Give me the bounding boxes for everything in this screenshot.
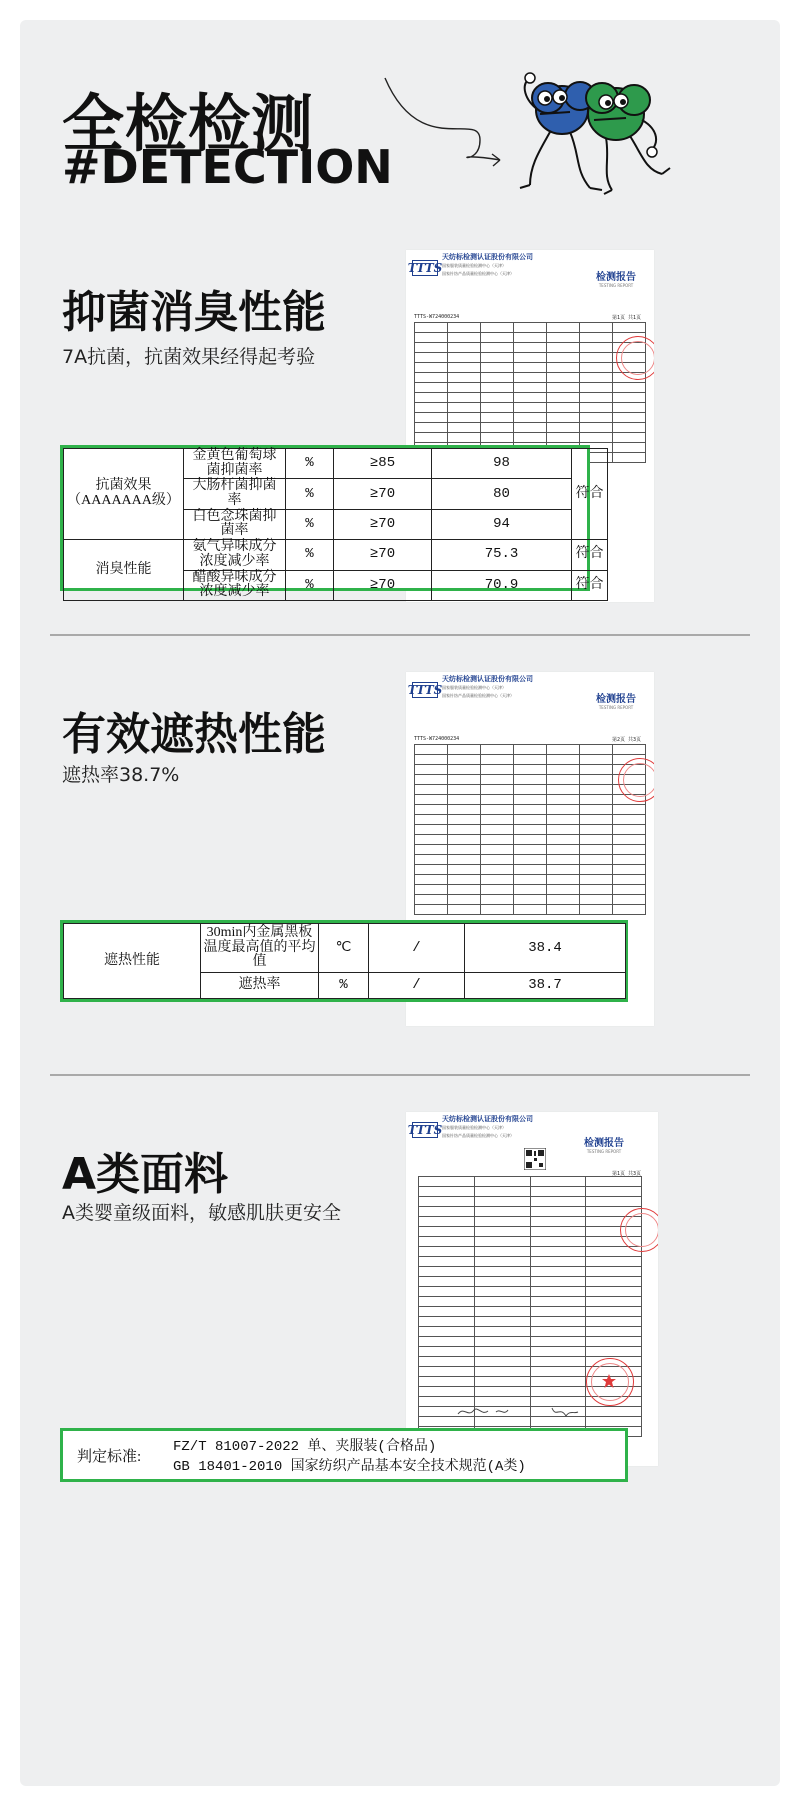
- row-req: ≥70: [334, 540, 432, 570]
- standard-label: 判定标准:: [77, 1449, 142, 1465]
- report-logo: TTTS: [407, 1123, 443, 1137]
- row-req: ≥70: [334, 570, 432, 600]
- star-icon: [602, 1374, 616, 1388]
- report-logo: TTTS: [407, 261, 443, 275]
- row-req: /: [369, 973, 465, 999]
- report-page: 第1页 共1页: [612, 315, 642, 321]
- row-item: 金黄色葡萄球菌抑菌率: [184, 449, 286, 479]
- section-desc-fabric: A类婴童级面料，敏感肌肤更安全: [62, 1202, 341, 1224]
- row-unit: %: [286, 540, 334, 570]
- section-title-antibacterial: 抑菌消臭性能: [62, 287, 326, 338]
- antibacterial-table: [60, 445, 604, 600]
- green-mascot-icon: [586, 83, 670, 194]
- row-unit: %: [319, 973, 369, 999]
- group-antibacterial: 抗菌效果 （AAAAAAA级）: [64, 449, 184, 540]
- standard-line1: FZ/T 81007-2022 单、夹服装(合格品): [173, 1439, 437, 1455]
- section-desc-heat: 遮热率38.7%: [62, 764, 180, 786]
- report-badge: 检测报告 TESTING REPORT: [584, 1138, 624, 1154]
- row-value: 94: [432, 509, 572, 539]
- verdict-acetic: 符合: [572, 570, 608, 600]
- report-logo: TTTS: [407, 683, 443, 697]
- section-desc-antibacterial: 7A抗菌，抗菌效果经得起考验: [62, 346, 316, 368]
- group-heat: 遮热性能: [64, 924, 201, 999]
- row-item: 醋酸异味成分浓度减少率: [184, 570, 286, 600]
- report-company: 天纺标检测认证股份有限公司: [442, 675, 533, 683]
- row-unit: %: [286, 479, 334, 509]
- page-title: 全检检测: [62, 87, 315, 160]
- divider: [50, 634, 750, 636]
- report-page: 第1页 共3页: [612, 1171, 642, 1177]
- report-mini-table: [414, 322, 646, 463]
- report-page: 第2页 共3页: [612, 737, 642, 743]
- row-value: 38.7: [465, 973, 626, 999]
- standard-line2: GB 18401-2010 国家纺织产品基本安全技术规范(A类): [173, 1459, 526, 1475]
- row-value: 80: [432, 479, 572, 509]
- row-req: ≥70: [334, 509, 432, 539]
- row-value: 98: [432, 449, 572, 479]
- report-company: 天纺标检测认证股份有限公司: [442, 253, 533, 261]
- divider: [50, 1074, 750, 1076]
- report-badge: 检测报告 TESTING REPORT: [596, 272, 636, 288]
- verdict-antibacterial: 符合: [572, 449, 608, 540]
- mascot-illustration: [380, 70, 700, 210]
- test-report-image-3: [406, 1112, 658, 1466]
- report-line1: 国家服装质量检验检测中心（天津）: [442, 1125, 506, 1130]
- report-line1: 国家服装质量检验检测中心（天津）: [442, 263, 506, 268]
- heat-shield-table: [60, 920, 628, 1002]
- report-line2: 国家针纺产品质量检验检测中心（天津）: [442, 693, 514, 698]
- signature-icon: [456, 1402, 586, 1422]
- red-seal-icon: [616, 336, 654, 380]
- report-badge: 检测报告 TESTING REPORT: [596, 694, 636, 710]
- report-line2: 国家针纺产品质量检验检测中心（天津）: [442, 271, 514, 276]
- row-item: 白色念珠菌抑菌率: [184, 509, 286, 539]
- row-req: ≥85: [334, 449, 432, 479]
- qr-code-icon: [524, 1148, 546, 1170]
- row-item: 30min内金属黑板温度最高值的平均值: [201, 924, 319, 973]
- report-mini-table: [414, 744, 646, 915]
- report-line2: 国家针纺产品质量检验检测中心（天津）: [442, 1133, 514, 1138]
- row-item: 遮热率: [201, 973, 319, 999]
- report-id: TTTS-W724000234: [414, 314, 460, 320]
- standard-box: [60, 1428, 628, 1482]
- group-deodorant: 消臭性能: [64, 540, 184, 601]
- section-title-heat: 有效遮热性能: [62, 709, 326, 760]
- row-value: 75.3: [432, 540, 572, 570]
- row-unit: %: [286, 449, 334, 479]
- report-line1: 国家服装质量检验检测中心（天津）: [442, 685, 506, 690]
- red-seal-icon: [618, 758, 654, 802]
- report-company: 天纺标检测认证股份有限公司: [442, 1115, 533, 1123]
- row-item: 氨气异味成分浓度减少率: [184, 540, 286, 570]
- row-req: ≥70: [334, 479, 432, 509]
- row-req: /: [369, 924, 465, 973]
- verdict-ammonia: 符合: [572, 540, 608, 570]
- report-id: TTTS-W724000234: [414, 736, 460, 742]
- row-unit: ℃: [319, 924, 369, 973]
- row-value: 38.4: [465, 924, 626, 973]
- row-unit: %: [286, 570, 334, 600]
- section-title-fabric: A类面料: [62, 1149, 229, 1200]
- page-subtitle: #DETECTION: [62, 140, 393, 194]
- red-seal-icon: [620, 1208, 658, 1252]
- row-unit: %: [286, 509, 334, 539]
- row-value: 70.9: [432, 570, 572, 600]
- row-item: 大肠杆菌抑菌率: [184, 479, 286, 509]
